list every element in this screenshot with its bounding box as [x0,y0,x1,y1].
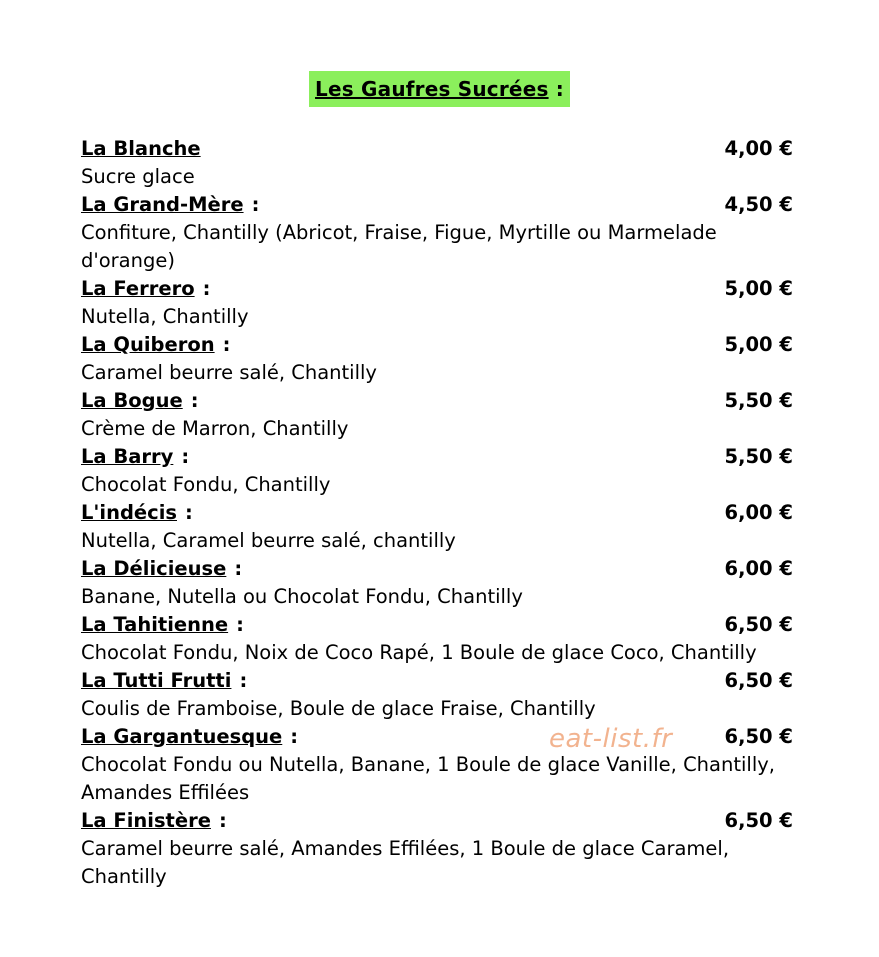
menu-item [81,667,797,723]
menu-item [81,275,797,331]
menu-item-name: L'indécis [81,501,177,524]
menu-item-price: 5,00 € [724,333,793,356]
menu-item-description: Banane, Nutella ou Chocolat Fondu, Chantilly [81,585,523,608]
menu-title-colon: : [555,77,564,101]
menu-item-name: La Bogue [81,389,183,412]
menu-item-description: Confiture, Chantilly (Abricot, Fraise, Figue, Myrtille ou Marmelade d'orange) [81,221,717,272]
menu-item-price: 6,50 € [724,613,793,636]
menu-item-header [81,499,797,527]
menu-item-name: La Tutti Frutti [81,669,232,692]
menu-item [81,191,797,275]
menu-item-price: 6,00 € [724,501,793,524]
menu-item [81,135,797,191]
menu-item-header [81,667,797,695]
menu-item-description: Crème de Marron, Chantilly [81,417,349,440]
menu-item-description: Nutella, Caramel beurre salé, chantilly [81,529,456,552]
menu-item-name: La Finistère [81,809,211,832]
menu-item-colon: : [290,725,299,748]
waffle-menu-list [81,135,797,891]
menu-item-colon: : [234,557,243,580]
menu-item-name: La Gargantuesque [81,725,283,748]
menu-item-description: Caramel beurre salé, Chantilly [81,361,377,384]
menu-item [81,807,797,891]
menu-item-header [81,807,797,835]
watermark-text: eat-list.fr [549,724,673,754]
menu-item-description: Chocolat Fondu, Chantilly [81,473,331,496]
menu-item-price: 6,00 € [724,557,793,580]
menu-item-name: La Quiberon [81,333,215,356]
menu-item-header [81,723,797,751]
menu-item-header [81,275,797,303]
menu-item [81,499,797,555]
menu-item-description: Chocolat Fondu ou Nutella, Banane, 1 Boule de glace Vanille, Chantilly, Amandes Effilées [81,753,775,804]
menu-item-colon: : [236,613,244,636]
menu-item-price: 4,00 € [724,137,793,160]
menu-item-header [81,443,797,471]
menu-item-colon: : [181,445,190,468]
menu-item-header [81,135,797,163]
menu-item-price: 6,50 € [724,809,793,832]
menu-item [81,443,797,499]
menu-item-colon: : [190,389,199,412]
menu-item-colon: : [239,669,248,692]
menu-item-description: Chocolat Fondu, Noix de Coco Rapé, 1 Boule de glace Coco, Chantilly [81,641,757,664]
menu-item-colon: : [222,333,231,356]
menu-item-price: 5,00 € [724,277,793,300]
menu-item-colon: : [251,193,260,216]
menu-item-price: 5,50 € [724,445,793,468]
menu-item [81,611,797,667]
menu-item-name: La Grand-Mère [81,193,244,216]
menu-item-description: Coulis de Framboise, Boule de glace Fraise, Chantilly [81,697,596,720]
menu-item [81,331,797,387]
menu-item-price: 5,50 € [724,389,793,412]
menu-item-name: La Barry [81,445,174,468]
menu-item-header [81,387,797,415]
menu-item-price: 6,50 € [724,725,793,748]
menu-item [81,387,797,443]
title-wrapper [0,71,879,107]
menu-item-description: Sucre glace [81,165,195,188]
menu-item-colon: : [202,277,211,300]
menu-item-price: 4,50 € [724,193,793,216]
menu-item-price: 6,50 € [724,669,793,692]
menu-item-header [81,611,797,639]
menu-item-colon: : [218,809,227,832]
menu-item-header [81,191,797,219]
menu-item-name: La Délicieuse [81,557,227,580]
menu-item [81,555,797,611]
menu-item-description: Caramel beurre salé, Amandes Effilées, 1 Boule de glace Caramel, Chantilly [81,837,730,888]
menu-title [309,71,570,107]
menu-item-name: La Ferrero [81,277,195,300]
menu-item-description: Nutella, Chantilly [81,305,249,328]
menu-item-colon: : [185,501,193,524]
menu-item-name: La Blanche [81,137,201,160]
menu-item-header [81,555,797,583]
menu-item-header [81,331,797,359]
menu-item-name: La Tahitienne [81,613,229,636]
menu-item [81,723,797,807]
menu-title-text: Les Gaufres Sucrées [315,77,549,101]
